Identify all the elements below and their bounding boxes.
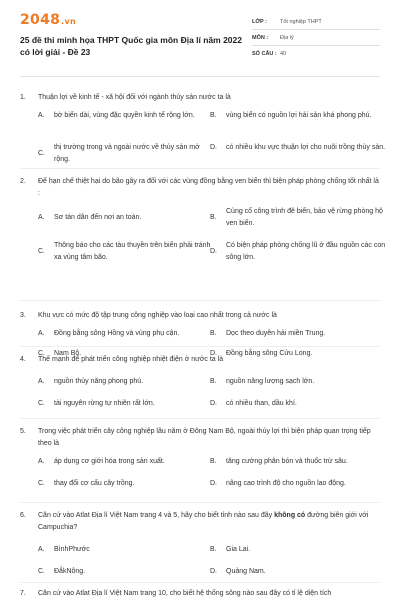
option-text: Nam Bộ. [54,350,82,357]
question-1 [20,92,386,172]
option-text: Đồng bằng sông Cửu Long. [226,350,313,357]
option-text: Củng cố công trình đê biển, bảo vệ rừng phòng hộ ven biển. [226,208,383,227]
option-text: ĐắkNông. [54,568,86,575]
logo-main: 2048 [20,12,61,28]
option-letter: B. [210,214,217,221]
option-letter: A. [38,214,45,221]
option-text: BìnhPhước [54,546,90,553]
question-text: Căn cứ vào Atlat Địa lí Việt Nam trang 10, cho biết hệ thống sông nào sau đây có tỉ lệ diện tích [38,590,332,597]
option-a[interactable] [38,328,214,340]
question-number: 7. [20,590,26,597]
meta-key: LỚP : [252,18,267,25]
option-d[interactable] [210,240,386,264]
question-divider [20,346,380,347]
option-text: tài nguyên rừng tự nhiên rất lớn. [54,400,155,407]
option-d[interactable] [210,142,386,154]
question-5 [20,426,380,496]
option-c[interactable] [38,478,214,490]
question-stem [20,426,380,450]
meta-row-class [252,14,380,30]
option-letter: D. [210,144,217,151]
answer-options [20,110,386,172]
meta-value: 40 [280,51,287,57]
option-c[interactable] [38,142,214,166]
option-text: áp dụng cơ giới hóa trong sản xuất. [54,458,165,465]
question-text: Thế mạnh để phát triển công nghiệp nhiệt điện ở nước ta là [38,356,224,363]
meta-row-count [252,46,380,62]
option-text: Thông báo cho các tàu thuyền trên biển phải tránh xa vùng tâm bão. [54,242,211,261]
option-c[interactable] [38,398,214,410]
option-letter: B. [210,458,217,465]
meta-value: Tốt nghiệp THPT [280,18,322,25]
option-text: vùng biển có nguồn lợi hải sản khá phong phú. [226,112,372,119]
question-text-before: Căn cứ vào Atlat Địa lí Việt Nam trang 4 và 5, hãy cho biết tỉnh nào sau đây [38,512,275,519]
question-text-after: đường biên giới với Campuchia? [38,512,369,531]
option-text: có nhiều khu vực thuận lợi cho nuôi trồng thủy sản. [226,144,386,151]
option-letter: A. [38,330,45,337]
question-stem [20,354,380,366]
question-text-emphasis: không có [274,512,306,519]
question-stem [20,176,380,200]
option-text: nâng cao trình độ cho nguồn lao động. [226,480,346,487]
option-text: Có biện pháp phòng chống lũ ở đầu nguồn các con sông lớn. [226,242,386,261]
option-letter: D. [210,480,217,487]
option-letter: A. [38,112,45,119]
meta-key: MÔN : [252,34,269,41]
question-text: Thuận lợi về kinh tế - xã hội đối với ngành thủy sản nước ta là [38,94,231,101]
meta-value: Địa lý [280,34,294,41]
option-text: tăng cường phân bón và thuốc trừ sâu. [226,458,348,465]
site-logo[interactable] [20,12,76,28]
option-letter: D. [210,400,217,407]
option-text: Dọc theo duyên hải miền Trung. [226,330,326,337]
header-divider [20,76,380,77]
option-letter: C. [38,350,45,357]
option-text: Gia Lai. [226,546,251,553]
option-b[interactable] [210,376,386,388]
question-7 [20,588,380,600]
option-d[interactable] [210,566,386,578]
question-text: Khu vực có mức độ tập trung công nghiệp vào loại cao nhất trong cả nước là [38,312,277,319]
option-text: Quảng Nam. [226,568,266,575]
option-text: Đồng bằng sông Hồng và vùng phụ cận. [54,330,180,337]
option-letter: C. [38,568,45,575]
question-divider [20,168,380,169]
question-text [38,510,380,534]
option-letter: B. [210,330,217,337]
document-meta [252,14,380,62]
option-a[interactable] [38,110,214,122]
question-stem [20,310,380,322]
option-letter: A. [38,546,45,553]
option-c[interactable] [38,240,214,264]
option-b[interactable] [210,110,386,122]
meta-key: SỐ CÂU : [252,51,277,57]
option-a[interactable] [38,376,214,388]
page-title: 25 đề thi minh họa THPT Quốc gia môn Địa lí năm 2022 có lời giải - Đề 23 [20,35,242,57]
question-divider [20,418,380,419]
question-text: Để hạn chế thiệt hại do bão gây ra đối với các vùng đồng bằng ven biển thì biện pháp phòng chống tốt nhất là : [38,178,379,197]
option-b[interactable] [210,456,386,468]
question-stem [20,588,380,600]
option-letter: C. [38,400,45,407]
option-letter: C. [38,150,45,157]
option-letter: B. [210,546,217,553]
question-stem [20,510,380,534]
document-header [20,12,380,64]
option-c[interactable] [38,566,214,578]
question-number: 1. [20,94,26,101]
option-a[interactable] [38,212,214,224]
question-divider [20,502,380,503]
option-text: bờ biển dài, vùng đặc quyền kinh tế rộng lớn. [54,112,195,119]
option-text: nguồn năng lượng sạch lớn. [226,378,315,385]
answer-options [20,540,380,580]
option-letter: D. [210,350,217,357]
question-divider [20,582,380,583]
option-letter: D. [210,248,217,255]
question-number: 5. [20,428,26,435]
option-text: nguồn thủy năng phong phú. [54,378,144,385]
option-d[interactable] [210,398,386,410]
question-stem [20,92,380,104]
option-letter: C. [38,248,45,255]
option-b[interactable] [210,544,386,556]
option-letter: B. [210,378,217,385]
option-a[interactable] [38,456,214,468]
option-d[interactable] [210,478,386,490]
option-text: thay đổi cơ cấu cây trồng. [54,480,135,487]
question-6 [20,510,380,580]
option-text: Sơ tán dân đến nơi an toàn. [54,214,142,221]
option-letter: A. [38,458,45,465]
option-a[interactable] [38,544,214,556]
answer-options [20,372,380,412]
meta-row-subject [252,30,380,46]
question-number: 2. [20,178,26,185]
answer-options [20,206,386,268]
question-2 [20,176,386,268]
question-4 [20,354,380,412]
option-letter: D. [210,568,217,575]
question-text: Trong việc phát triển cây công nghiệp lâu năm ở Đông Nam Bộ, ngoài thủy lợi thì biện pháp quan trọng tiếp theo là [38,428,371,447]
question-number: 6. [20,512,26,519]
answer-options [20,456,380,496]
option-text: có nhiều than, dầu khí. [226,400,297,407]
option-b[interactable] [210,206,386,230]
option-b[interactable] [210,328,386,340]
option-letter: A. [38,378,45,385]
option-text: thị trường trong và ngoài nước về thủy sản mở rộng. [54,144,200,163]
option-letter: C. [38,480,45,487]
question-divider [20,300,380,301]
question-number: 3. [20,312,26,319]
option-letter: B. [210,112,217,119]
question-number: 4. [20,356,26,363]
logo-suffix: .vn [61,17,77,26]
